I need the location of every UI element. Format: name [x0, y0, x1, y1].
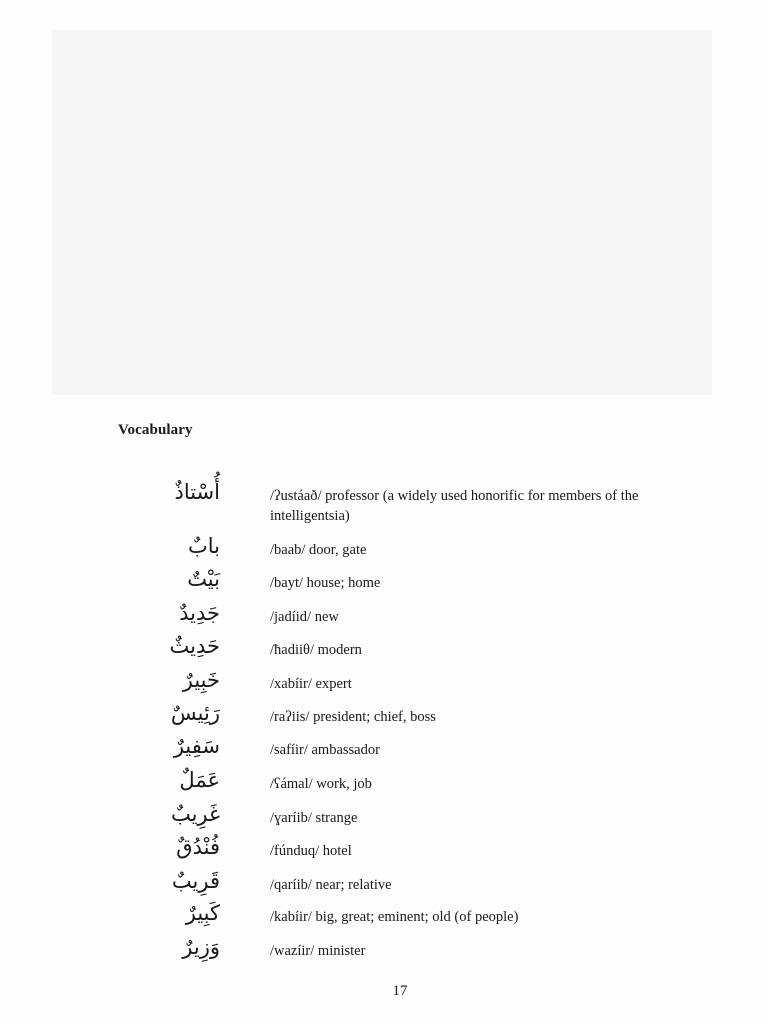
section-heading: Vocabulary: [118, 422, 193, 438]
vocab-gloss: /bayt/ house; home: [270, 575, 381, 591]
vocab-gloss: /qaríib/ near; relative: [270, 877, 392, 893]
arabic-word: عَمَلٌ: [179, 768, 220, 792]
vocab-gloss: /ʕámal/ work, job: [270, 776, 372, 792]
vocab-gloss: /raʔiis/ president; chief, boss: [270, 709, 436, 725]
arabic-word: وَزِيرٌ: [182, 935, 220, 959]
arabic-word: قَرِيبٌ: [171, 869, 220, 893]
arabic-word: رَئِيسٌ: [170, 701, 220, 725]
vocab-gloss: /ħadiiθ/ modern: [270, 642, 362, 658]
arabic-word: حَدِيثٌ: [169, 634, 220, 658]
vocab-gloss: /kabíir/ big, great; eminent; old (of people): [270, 909, 519, 925]
arabic-word: فُنْدُقٌ: [176, 835, 220, 859]
vocab-gloss: /safíir/ ambassador: [270, 742, 380, 758]
blank-scan-area: [52, 30, 712, 395]
arabic-word: خَبِيرٌ: [182, 668, 220, 692]
vocab-gloss: /ʔustáað/ professor (a widely used honorific for members of the intelligentsia): [270, 488, 639, 524]
arabic-word: أُسْتاذٌ: [174, 480, 220, 504]
vocab-gloss: /ɣaríib/ strange: [270, 810, 358, 826]
arabic-word: بَيْتٌ: [187, 567, 220, 591]
vocab-gloss: /jadíid/ new: [270, 609, 339, 625]
arabic-word: جَدِيدٌ: [179, 601, 220, 625]
vocab-gloss: /fúnduq/ hotel: [270, 843, 352, 859]
page-number: 17: [392, 983, 408, 999]
arabic-word: بابٌ: [187, 534, 220, 558]
arabic-word: كَبِيرٌ: [185, 901, 220, 925]
vocab-gloss: /baab/ door, gate: [270, 542, 367, 558]
vocab-gloss: /wazíir/ minister: [270, 943, 366, 959]
vocab-gloss: /xabíir/ expert: [270, 676, 352, 692]
arabic-word: سَفِيرٌ: [173, 734, 220, 758]
arabic-word: غَرِيبٌ: [170, 802, 220, 826]
